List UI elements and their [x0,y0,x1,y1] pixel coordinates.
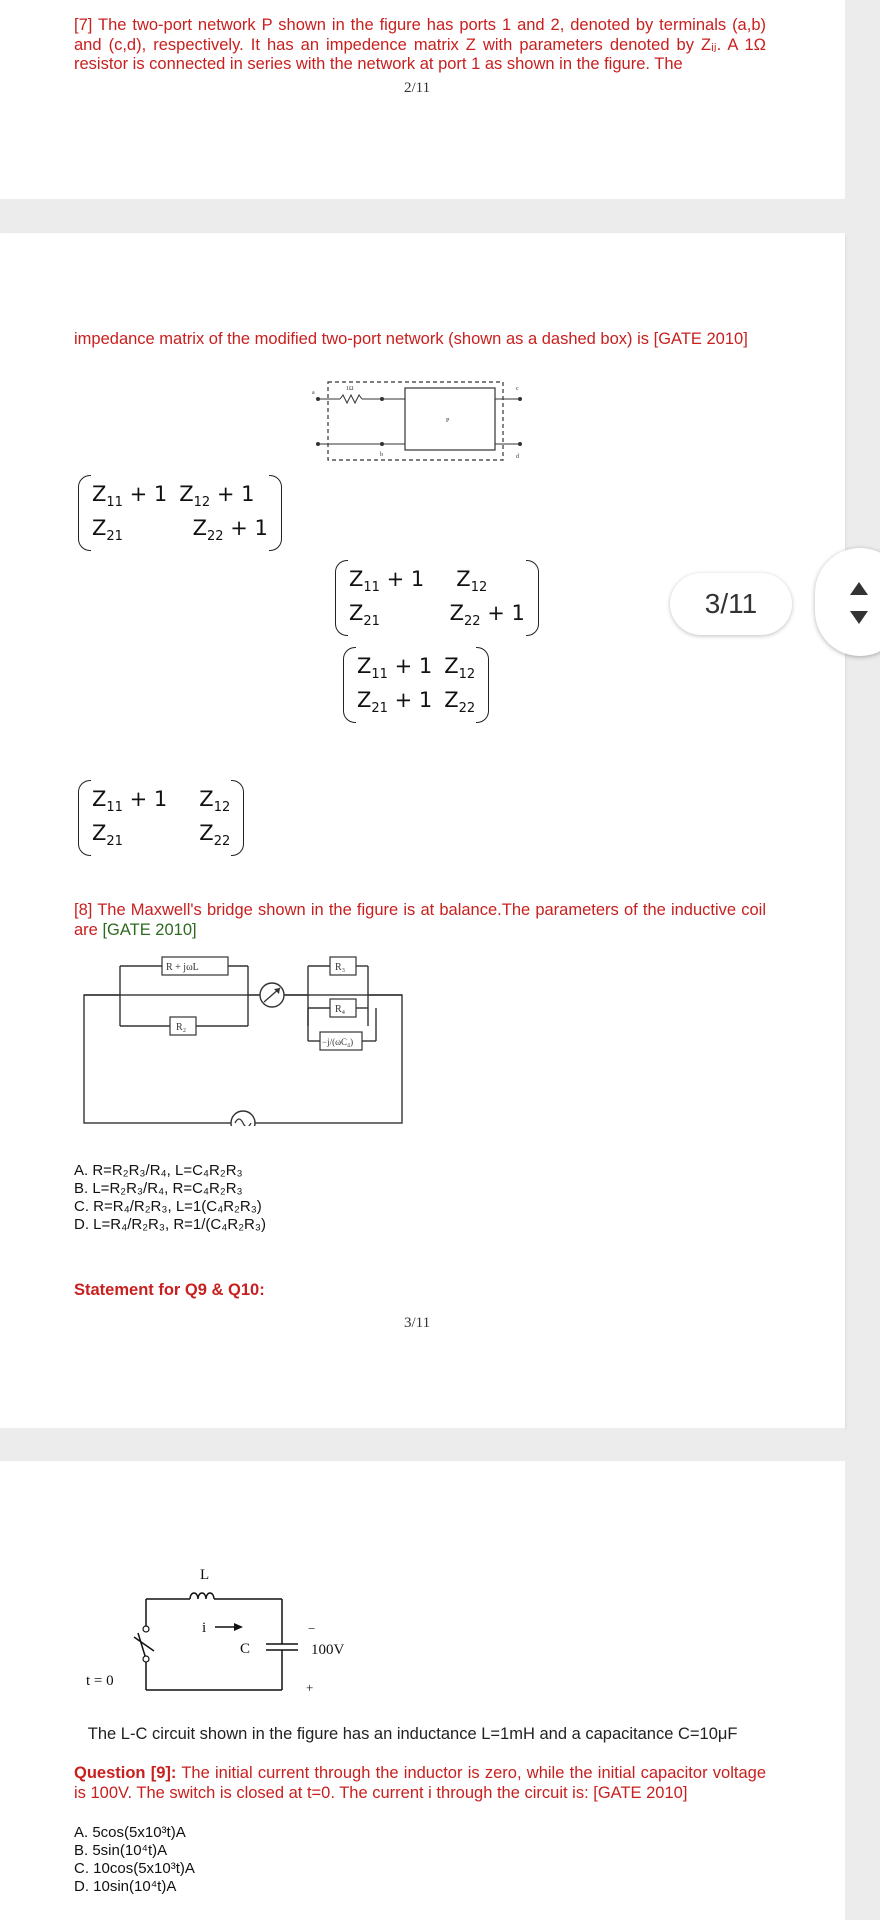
q8-option-c[interactable]: C. R=R₄/R₂R₃, L=1(C₄R₂R₃) [74,1198,262,1215]
page-4-top [0,1461,845,1920]
box-label-p: P [446,418,450,424]
switch-time-label: t = 0 [86,1673,114,1689]
matrix-option-3: $Z_{11} + 1$ $Z_{12}$ $Z_{21} + 1$ $Z_{22}$ [351,651,481,719]
page-up-down-icon [849,578,869,628]
q9-options [74,1824,195,1896]
matrix-option-2: $Z_{11} + 1$ $Z_{12}$ $Z_{21}$ $Z_{22} + 1$ [343,564,531,632]
node-c-label: c [516,386,519,392]
question-9 [74,1764,766,1803]
minus-sign: − [308,1621,316,1636]
page-2-bottom [0,0,845,199]
continuation-text: impedance matrix of the modified two-port network (shown as a dashed box) is [74,330,654,348]
q9-option-d[interactable]: D. 10sin(10⁴t)A [74,1878,177,1895]
arm-r2: R₂ [176,1022,187,1033]
capacitor-label: C [240,1641,251,1657]
page-number: 2/11 [404,80,431,96]
voltage-label: 100V [311,1642,345,1658]
two-port-network-figure [310,374,530,474]
page-3 [0,233,845,1428]
q9-circuit-description [74,1725,766,1745]
node-a-label: a [312,390,315,396]
q8-options [74,1162,266,1234]
arm-r3: R₃ [335,962,346,973]
inductor-label: L [200,1567,210,1583]
page-separator [0,199,845,233]
statement-heading: Statement for Q9 & Q10: [74,1281,265,1299]
circuit-text: The L-C circuit shown in the figure has an inductance L=1mH and a capacitance C=10μF [87,1725,738,1743]
lc-circuit-figure [80,1561,360,1706]
arm-r4: R₄ [335,1004,346,1015]
resistor-label: 1Ω [346,386,354,392]
question-7-intro: [7] The two-port network P shown in the figure has ports 1 and 2, denoted by terminals (a,b) and (c,d), respectively. It has an impedence matrix Z with parameters denoted by Zᵢⱼ. A 1Ω resistor is connected in series with the network at port 1 as shown in the figure. The [74,16,766,73]
question-8-stem [74,901,766,940]
page-nav-button[interactable] [815,548,880,656]
page-separator [0,1428,845,1462]
plus-sign: + [306,1680,314,1695]
node-b-label: b [380,452,383,458]
q9-option-a[interactable]: A. 5cos(5x10³t)A [74,1824,186,1841]
q9-option-c[interactable]: C. 10cos(5x10³t)A [74,1860,195,1877]
q8-option-d[interactable]: D. L=R₄/R₂R₃, R=1/(C₄R₂R₃) [74,1216,266,1233]
page-indicator-badge: 3/11 [670,573,792,635]
node-d-label: d [516,454,519,460]
arm-c4: −j/(ωC₄) [322,1037,354,1047]
question-7-continuation [74,330,766,350]
matrix-option-4: $Z_{11} + 1$ $Z_{12}$ $Z_{21}$ $Z_{22}$ [86,784,236,852]
q9-text: The initial current through the inductor is zero, while the initial capacitor voltage is 100V. The switch is closed at t=0. The current i through the circuit is: [74,1764,766,1802]
q8-option-a[interactable]: A. R=R₂R₃/R₄, L=C₄R₂R₃ [74,1162,243,1179]
q9-label: Question [9]: [74,1764,177,1782]
q9-option-b[interactable]: B. 5sin(10⁴t)A [74,1842,168,1859]
current-label: i [202,1620,207,1636]
gate-tag: [GATE 2010] [653,330,748,348]
arm-r-jwl: R + jωL [166,962,199,973]
page-number: 3/11 [404,1315,431,1331]
matrix-option-1: $Z_{11} + 1$ $Z_{12} + 1$ $Z_{21}$ $Z_{22} + 1$ [86,479,274,547]
gate-tag: [GATE 2010] [102,920,197,939]
gate-tag: [GATE 2010] [593,1783,688,1802]
q8-stem-text: [8] The Maxwell's bridge shown in the figure is at balance.The parameters of the inductive coil are [74,901,766,939]
maxwell-bridge-figure [80,951,410,1126]
q8-option-b[interactable]: B. L=R₂R₃/R₄, R=C₄R₂R₃ [74,1180,243,1197]
